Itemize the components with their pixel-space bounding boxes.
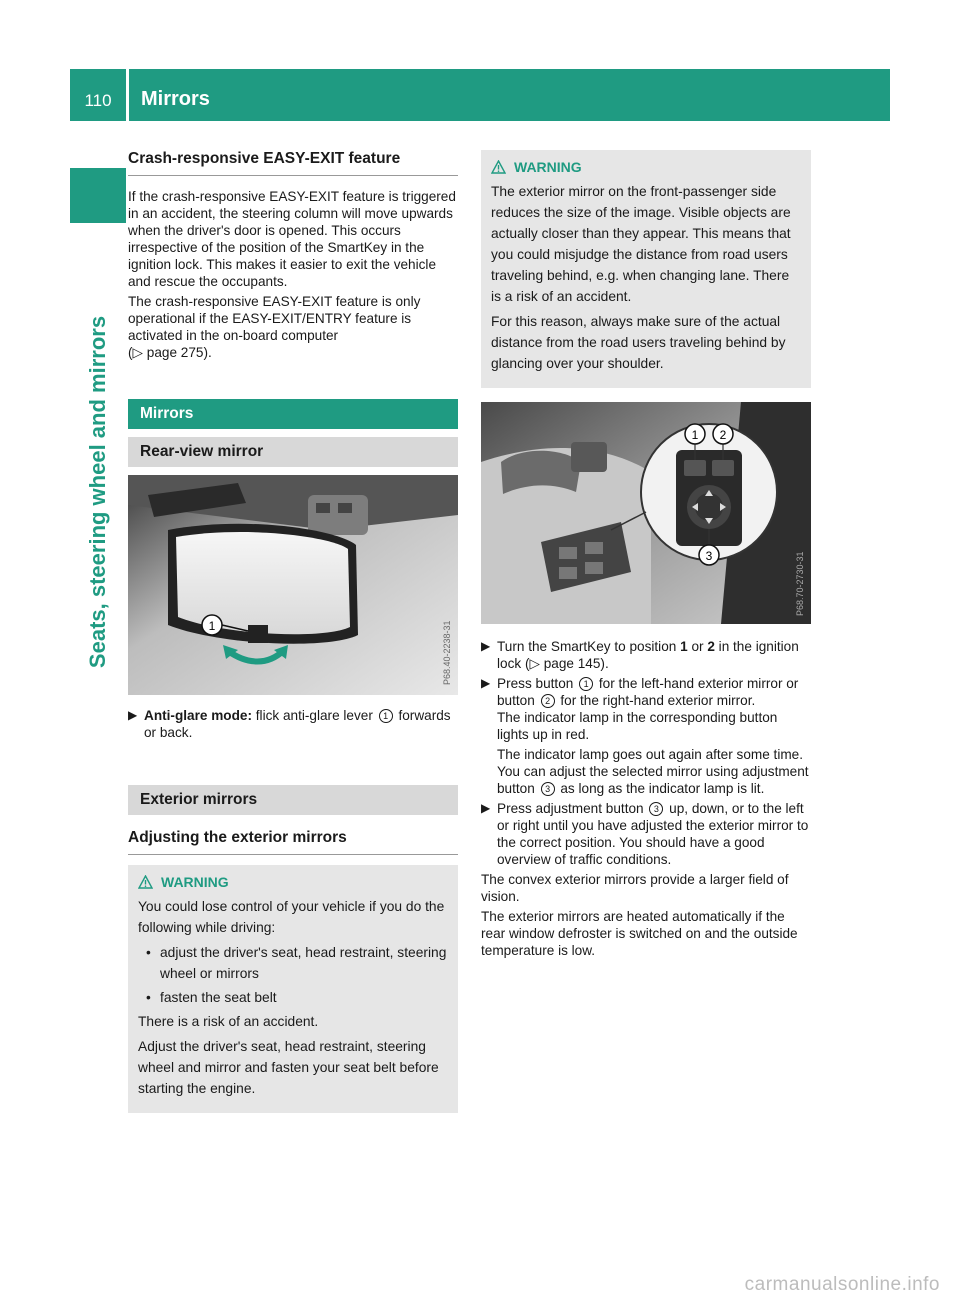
- antiglare-step: [128, 707, 458, 741]
- easy-exit-paragraph-1: If the crash-responsive EASY-EXIT feature is triggered in an accident, the steering column will move upwards when the driver's door is opened. This occurs irrespective of the position of the SmartKey in the ignition lock. This makes it easier to exit the vehicle and rescue the occupants.: [128, 189, 456, 289]
- rearview-band: Rear-view mirror: [128, 437, 458, 467]
- chapter-label: [70, 232, 126, 752]
- step2-text-b: for the left-hand exterior mirror or button: [497, 676, 799, 708]
- exterior-band: Exterior mirrors: [128, 785, 458, 815]
- warning-box-1: [128, 865, 458, 1113]
- warning-2-paragraph-1: The exterior mirror on the front-passenger side reduces the size of the image. Visible objects are actually closer than they appear. This means that you could misjudge the distance from road users traveling behind, e.g. when changing lane. There is a risk of an accident.: [491, 184, 791, 304]
- warning-1-title: [138, 874, 448, 890]
- rearview-mirror-illustration: [128, 475, 458, 695]
- warning-1-title-text: WARNING: [161, 874, 229, 890]
- heated-mirrors-paragraph: The exterior mirrors are heated automatically if the rear window defroster is switched on and the outside temperature is low.: [481, 909, 798, 958]
- warning-1-bullet: • adjust the driver's seat, head restraint, steering wheel or mirrors: [146, 942, 448, 984]
- easy-exit-paragraph-2-text: The crash-responsive EASY-EXIT feature is only operational if the EASY-EXIT/ENTRY feature is activated in the on-board computer: [128, 294, 421, 343]
- warning-2-title: [491, 159, 801, 175]
- page-number: 110: [70, 69, 126, 121]
- page-ref-arrow-icon: ▷: [529, 656, 540, 671]
- easy-exit-heading: Crash-responsive EASY-EXIT feature: [128, 150, 458, 176]
- step-arrow-icon: ▶: [481, 801, 491, 815]
- right-column: [481, 150, 811, 962]
- step2-note: [497, 746, 811, 797]
- warning-2-paragraph-2: For this reason, always make sure of the actual distance from the road users traveling behind by glancing over your shoulder.: [491, 314, 786, 371]
- warning-triangle-icon: [138, 875, 153, 889]
- warning-1-advice: Adjust the driver's seat, head restraint, steering wheel and mirror and fasten your seat belt before starting the engine.: [138, 1039, 439, 1096]
- left-column: [128, 150, 458, 1113]
- section-title: Mirrors: [141, 88, 210, 110]
- step2-text-c: for the right-hand exterior mirror.: [560, 693, 756, 708]
- rearview-image-code: P68.40-2238-31: [442, 620, 452, 685]
- warning-box-2: [481, 150, 811, 388]
- door-image-code: P68.70-2730-31: [795, 551, 805, 616]
- easy-exit-page-ref[interactable]: page 275).: [146, 345, 212, 360]
- step-turn-key: [481, 638, 811, 672]
- step-arrow-icon: ▶: [481, 639, 491, 653]
- step1-page-ref[interactable]: page 145).: [543, 656, 609, 671]
- adjusting-heading: Adjusting the exterior mirrors: [128, 829, 458, 855]
- door-mirror-switch-illustration: [481, 402, 811, 624]
- step-arrow-icon: ▶: [481, 676, 491, 690]
- step1-position-1: 1: [680, 639, 688, 654]
- callout-1-ref: 1: [579, 677, 593, 691]
- step2-text-d: The indicator lamp in the corresponding button lights up in red.: [497, 710, 778, 742]
- footer-watermark: carmanualsonline.info: [744, 1274, 940, 1295]
- callout-1-text: 1: [208, 619, 216, 633]
- page-ref-arrow-icon: ▷: [132, 345, 143, 360]
- easy-exit-paragraph-2: The crash-responsive EASY-EXIT feature is only operational if the EASY-EXIT/ENTRY feature is activated in the on-board computer (▷ page 275).: [128, 294, 421, 360]
- step2-text-f: as long as the indicator lamp is lit.: [560, 781, 765, 796]
- section-header: [129, 69, 890, 121]
- callout-3-ref: 3: [541, 782, 555, 796]
- callout-2-ref: 2: [541, 694, 555, 708]
- step2-text-a: Press button: [497, 676, 574, 691]
- convex-mirrors-paragraph: The convex exterior mirrors provide a larger field of vision.: [481, 872, 789, 904]
- chapter-tab: [70, 168, 126, 223]
- antiglare-text-b: forwards or back.: [144, 708, 451, 740]
- step-adjust-mirror: [481, 800, 811, 868]
- callout-1-text: 1: [691, 428, 699, 442]
- callout-3-ref: 3: [649, 802, 663, 816]
- warning-1-intro: You could lose control of your vehicle if you do the following while driving:: [138, 899, 445, 935]
- callout-1-ref: 1: [379, 709, 393, 723]
- mirrors-band: Mirrors: [128, 399, 458, 429]
- callout-3-text: 3: [705, 549, 713, 563]
- warning-1-list: [138, 942, 448, 1008]
- chapter-text: Seats, steering wheel and mirrors: [85, 315, 110, 669]
- antiglare-text-a: flick anti-glare lever: [255, 708, 373, 723]
- step1-position-2: 2: [707, 639, 715, 654]
- warning-2-title-text: WARNING: [514, 159, 582, 175]
- step-press-button: [481, 675, 811, 797]
- step1-text-a: Turn the SmartKey to position: [497, 639, 677, 654]
- step2-text-e: The indicator lamp goes out again after some time. You can adjust the selected mirror using adjustment button: [497, 747, 809, 796]
- warning-triangle-icon: [491, 160, 506, 174]
- step1-text-b: in the ignition lock (: [497, 639, 799, 671]
- step-arrow-icon: ▶: [128, 708, 138, 722]
- step3-text-a: Press adjustment button: [497, 801, 644, 816]
- callout-2-text: 2: [719, 428, 727, 442]
- antiglare-label: Anti-glare mode:: [144, 708, 252, 723]
- warning-1-bullet: • fasten the seat belt: [146, 987, 448, 1008]
- step3-text-b: up, down, or to the left or right until you have adjusted the exterior mirror to the correct position. You should have a good overview of traffic conditions.: [497, 801, 809, 867]
- step1-or: or: [691, 639, 704, 654]
- warning-1-risk: There is a risk of an accident.: [138, 1014, 319, 1029]
